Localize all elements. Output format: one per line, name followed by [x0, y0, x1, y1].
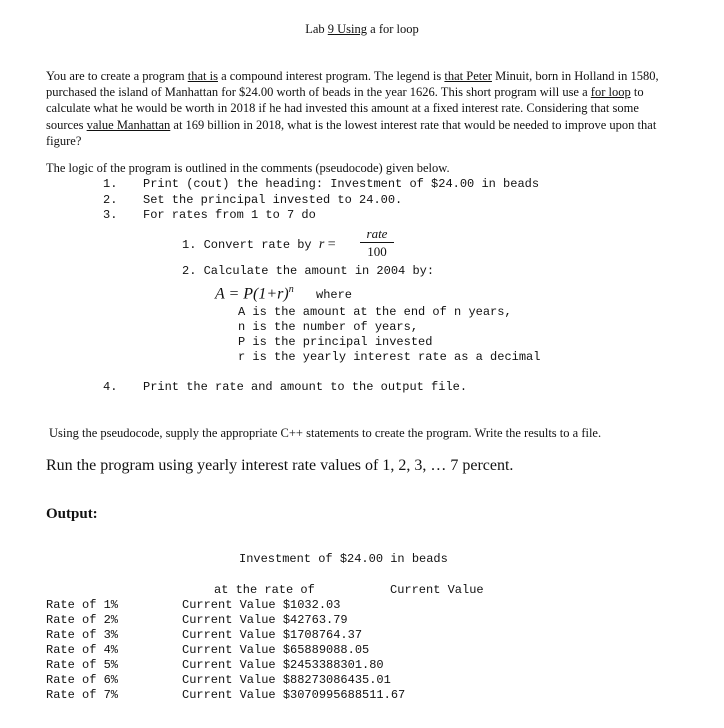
def-a: A is the amount at the end of n years, — [238, 305, 512, 319]
output-rate: Rate of 2% — [46, 613, 119, 627]
output-rate: Rate of 6% — [46, 673, 119, 687]
output-col-rate: at the rate of — [214, 583, 315, 597]
logic-intro: The logic of the program is outlined in the comments (pseudocode) given below. — [46, 161, 450, 175]
output-label: Output: — [46, 506, 98, 522]
output-rate: Rate of 3% — [46, 628, 119, 642]
intro-paragraph: You are to create a program that is a compound interest program. The legend is that Peter Minuit, born in Holland in 1580, purchased the island of Manhattan for $24.00 worth of beads in the year 1626. This short program will use a for loop to calculate what he would be worth in 2018 if he had invested this amount at a fixed interest rate. Considering that some sources value Manhattan at 169 billion in 2018, what is the lowest interest rate that would be needed to improve upon that figure? — [46, 69, 659, 148]
output-value: Current Value $1708764.37 — [182, 628, 363, 642]
step-2-text: Set the principal invested to 24.00. — [143, 193, 403, 207]
def-r: r is the yearly interest rate as a decimal — [238, 350, 541, 364]
substep-calculate: 2. Calculate the amount in 2004 by: — [182, 264, 435, 278]
run-instructions: Run the program using yearly interest rate values of 1, 2, 3, … 7 percent. — [46, 457, 514, 474]
step-3-text: For rates from 1 to 7 do — [143, 208, 316, 222]
output-rate: Rate of 1% — [46, 598, 119, 612]
output-value: Current Value $42763.79 — [182, 613, 348, 627]
rate-fraction: rate 100 — [360, 226, 394, 259]
output-heading: Investment of $24.00 in beads — [239, 552, 448, 566]
step-1-text: Print (cout) the heading: Investment of $24.00 in beads — [143, 177, 540, 191]
step-2-num: 2. — [103, 193, 118, 207]
title-using: Using — [334, 22, 368, 36]
step-1-num: 1. — [103, 177, 118, 191]
output-value: Current Value $1032.03 — [182, 598, 341, 612]
step-4-text: Print the rate and amount to the output file. — [143, 380, 468, 394]
def-n: n is the number of years, — [238, 320, 419, 334]
step-4-num: 4. — [103, 380, 118, 394]
using-instructions: Using the pseudocode, supply the appropriate C++ statements to create the program. Write the results to a file. — [49, 426, 602, 440]
output-value: Current Value $2453388301.80 — [182, 658, 384, 672]
output-rate: Rate of 4% — [46, 643, 119, 657]
output-rate: Rate of 7% — [46, 688, 119, 702]
output-value: Current Value $88273086435.01 — [182, 673, 391, 687]
output-col-value: Current Value — [390, 583, 484, 597]
formula-where: where — [316, 288, 353, 302]
output-value: Current Value $65889088.05 — [182, 643, 370, 657]
output-value: Current Value $3070995688511.67 — [182, 688, 406, 702]
def-p: P is the principal invested — [238, 335, 433, 349]
output-rate: Rate of 5% — [46, 658, 119, 672]
compound-formula: $A = P(1+r)^n$ — [215, 284, 294, 303]
title-num: 9 — [327, 22, 335, 36]
page-title: Lab 9 Using a for loop — [305, 22, 419, 36]
step-3-num: 3. — [103, 208, 118, 222]
substep-convert: 1. Convert rate by r = — [182, 237, 336, 252]
